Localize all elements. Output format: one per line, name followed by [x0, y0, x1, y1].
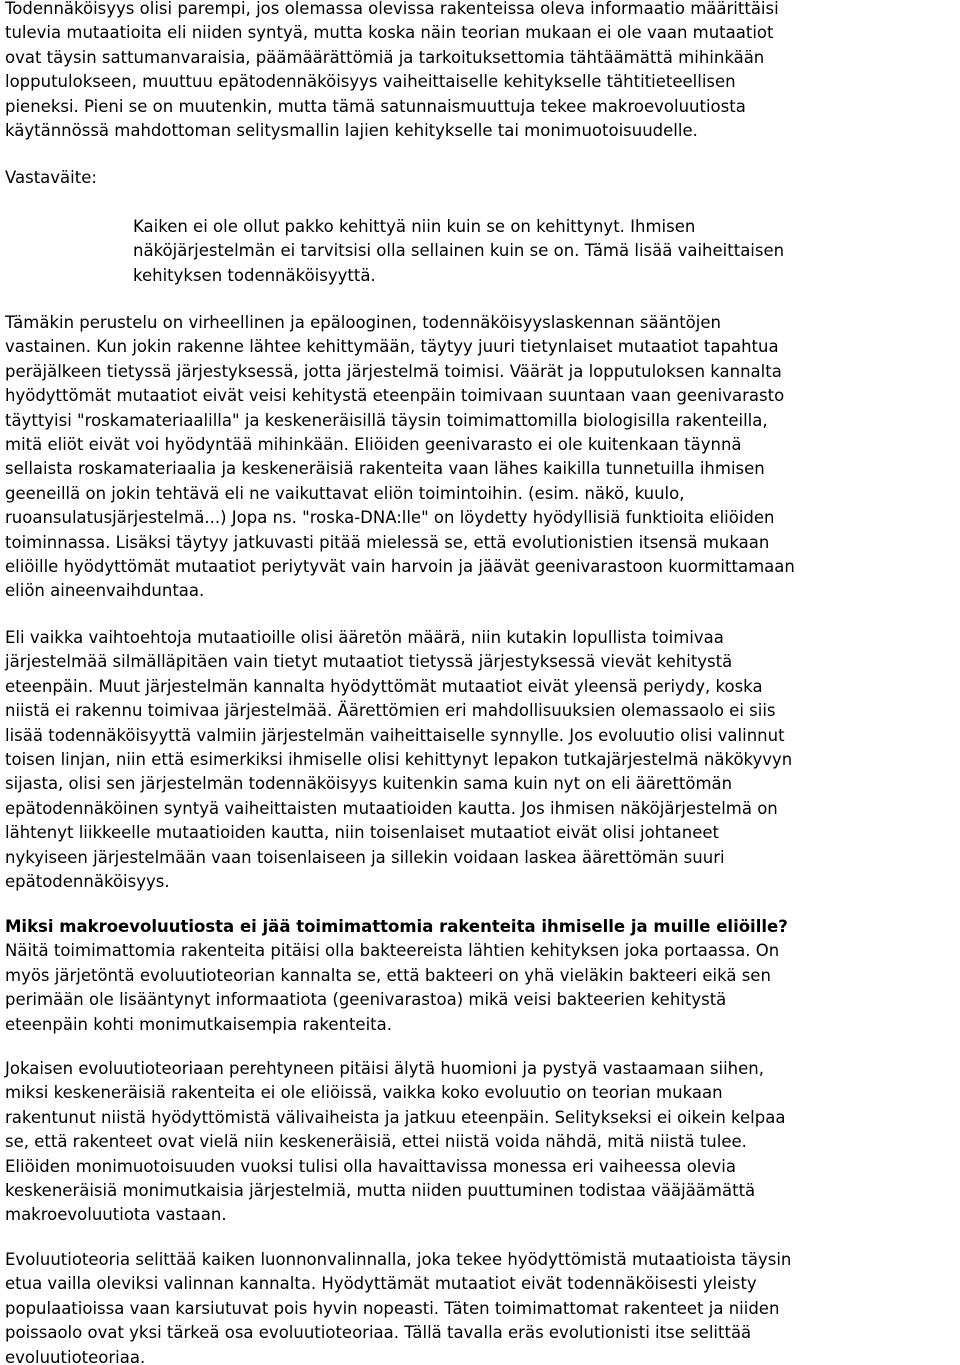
counterclaim-quote	[133, 215, 948, 288]
text-line: etua vailla oleviksi valinnan kannalta. Hyödyttämät mutaatiot eivät todennäköisesti yleisty	[5, 1274, 757, 1294]
text-line: evoluutioteoriaa.	[5, 1347, 146, 1365]
text-line: Vastaväite:	[5, 168, 97, 187]
text-line: lopputulokseen, muuttuu epätodennäköisyys vaiheittaiselle kehitykselle tähtitieteellisen	[5, 72, 736, 92]
text-line: niistä ei rakennu toimivaa järjestelmää. Äärettömien eri mahdollisuuksien olemassaolo ei siis	[5, 701, 776, 721]
counterclaim-label	[5, 166, 960, 190]
text-line: lähtenyt liikkeelle mutaatioiden kautta, niin toisenlaiset mutaatiot eivät olisi johtaneet	[5, 823, 719, 843]
text-line: eliöille hyödyttömät mutaatiot periytyvät vain harvoin ja jäävät geenivarastoon kuormittamaan	[5, 557, 795, 577]
paragraph-macroevolution	[5, 915, 960, 1037]
text-line: vastainen. Kun jokin rakenne lähtee kehittymään, täytyy juuri tietynlaiset mutaatiot tapahtua	[5, 337, 779, 357]
text-line: sijasta, olisi sen järjestelmän todennäköisyys kuitenkin sama kuin nyt on eli äärettömän	[5, 774, 733, 794]
text-line: tulevia mutaatioita eli niiden syntyä, mutta koska näin teorian mukaan ei ole vaan mutaatiot	[5, 23, 774, 43]
text-line: perimään ole lisääntynyt informaatiota (geenivarastoa) mikä veisi bakteerien kehitystä	[5, 990, 727, 1010]
text-line: rakentunut niistä hyödyttömistä välivaiheista ja jatkuu eteenpäin. Selitykseksi ei oikein kelpaa	[5, 1107, 786, 1127]
text-line: lisää todennäköisyyttä valmiin järjestelmän vaiheittaiselle synnylle. Jos evoluutio olisi valinnut	[5, 725, 785, 745]
paragraph-rebuttal	[5, 311, 960, 604]
text-line: makroevoluutiota vastaan.	[5, 1205, 227, 1225]
text-line: sellaista roskamateriaalia ja keskeneräisiä rakenteita vaan lähes kaikilla tunnetuilla ihmisen	[5, 459, 765, 479]
text-line: Todennäköisyys olisi parempi, jos olemassa olevissa rakenteissa oleva informaatio määrittäisi	[5, 0, 779, 18]
text-line: näköjärjestelmän ei tarvitsisi olla sellainen kuin se on. Tämä lisää vaiheittaisen	[133, 241, 785, 261]
paragraph-unfinished-structures	[5, 1057, 960, 1228]
text-line: toisen linjan, niin että esimerkiksi ihmiselle olisi kehittynyt lepakon tutkajärjestelmä näkökyvyn	[5, 750, 793, 770]
text-line: populaatioissa vaan karsiutuvat pois hyvin nopeasti. Täten toimimattomat rakenteet ja niiden	[5, 1298, 780, 1318]
text-line: eteenpäin. Muut järjestelmän kannalta hyödyttömät mutaatiot eivät yleensä periydy, koska	[5, 676, 763, 696]
paragraph-probability	[5, 0, 960, 143]
text-line: Eli vaikka vaihtoehtoja mutaatioille olisi ääretön määrä, niin kutakin lopullista toimivaa	[5, 628, 724, 647]
text-line: Jokaisen evoluutioteoriaan perehtyneen pitäisi älytä huomioni ja pystyä vastaamaan siihen,	[5, 1059, 764, 1078]
text-line: kehityksen todennäköisyyttä.	[133, 265, 376, 285]
text-line: Eliöiden monimuotoisuuden vuoksi tulisi olla havaittavissa monessa eri vaiheessa olevia	[5, 1156, 736, 1176]
text-line: nykyiseen järjestelmään vaan toisenlaiseen ja sillekin voidaan laskea äärettömän suuri	[5, 847, 725, 867]
text-line: geeneillä on jokin tehtävä eli ne vaikuttavat eliön toimintoihin. (esim. näkö, kuulo,	[5, 483, 685, 503]
text-line: ruoansulatusjärjestelmä...) Jopa ns. "roska-DNA:lle" on löydetty hyödyllisiä funktioita eliöiden	[5, 508, 775, 528]
text-line: ovat täysin sattumanvaraisia, päämäärättömiä ja tarkoituksettomia tähtäämättä mihinkään	[5, 47, 765, 67]
text-line: mitä eliöt eivät voi hyödyntää mihinkään. Eliöiden geenivarasto ei ole kuitenkaan täynnä	[5, 435, 742, 455]
text-line: epätodennäköisyys.	[5, 872, 170, 892]
text-line: myös järjetöntä evoluutioteorian kannalta se, että bakteeri on yhä vieläkin bakteeri eikä sen	[5, 965, 771, 985]
section-heading: Miksi makroevoluutiosta ei jää toimimattomia rakenteita ihmiselle ja muille eliöille?	[5, 917, 788, 936]
text-line: epätodennäköinen syntyä vaiheittaisten mutaatioiden kautta. Jos ihmisen näköjärjestelmä on	[5, 798, 778, 818]
text-line: Tämäkin perustelu on virheellinen ja epälooginen, todennäköisyyslaskennan sääntöjen	[5, 313, 721, 332]
text-line: pieneksi. Pieni se on muutenkin, mutta tämä satunnaismuuttuja tekee makroevoluutiosta	[5, 96, 746, 116]
paragraph-natural-selection	[5, 1248, 960, 1365]
text-line: Kaiken ei ole ollut pakko kehittyä niin kuin se on kehittynyt. Ihmisen	[133, 217, 696, 236]
text-line: toiminnassa. Lisäksi täytyy jatkuvasti pitää mielessä se, että evolutionistien itsensä mukaan	[5, 532, 770, 552]
text-line: poissaolo ovat yksi tärkeä osa evoluutioteoriaa. Tällä tavalla eräs evolutionisti itse selittää	[5, 1323, 752, 1343]
text-line: täyttyisi "roskamateriaalilla" ja keskeneräisillä täysin toimimattomilla biologisilla rakenteilla,	[5, 410, 768, 430]
text-line: Näitä toimimattomia rakenteita pitäisi olla bakteereista lähtien kehityksen joka portaassa. On	[5, 941, 780, 961]
text-line: se, että rakenteet ovat vielä niin keskeneräisiä, ettei niistä voida nähdä, mitä niistä tulee.	[5, 1132, 747, 1152]
text-line: Evoluutioteoria selittää kaiken luonnonvalinnalla, joka tekee hyödyttömistä mutaatioista täysin	[5, 1250, 792, 1269]
text-line: miksi keskeneräisiä rakenteita ei ole eliöissä, vaikka koko evoluutio on teorian mukaan	[5, 1083, 723, 1103]
text-line: eliön aineenvaihduntaa.	[5, 581, 205, 601]
text-line: eteenpäin kohti monimutkaisempia rakenteita.	[5, 1014, 392, 1034]
text-line: järjestelmää silmälläpitäen vain tietyt mutaatiot tietyssä järjestyksessä vievät kehitystä	[5, 652, 733, 672]
text-line: käytännössä mahdottoman selitysmallin lajien kehitykselle tai monimuotoisuudelle.	[5, 121, 698, 141]
text-line: peräjälkeen tietyssä järjestyksessä, jotta järjestelmä toimisi. Väärät ja lopputuloksen kannalta	[5, 361, 782, 381]
text-line: keskeneräisiä monimutkaisia järjestelmiä, mutta niiden puuttuminen todistaa vääjäämättä	[5, 1181, 756, 1201]
paragraph-mutations	[5, 626, 960, 894]
text-line: hyödyttömät mutaatiot eivät veisi kehitystä eteenpäin toimivaan suuntaan vaan geenivarasto	[5, 386, 785, 406]
